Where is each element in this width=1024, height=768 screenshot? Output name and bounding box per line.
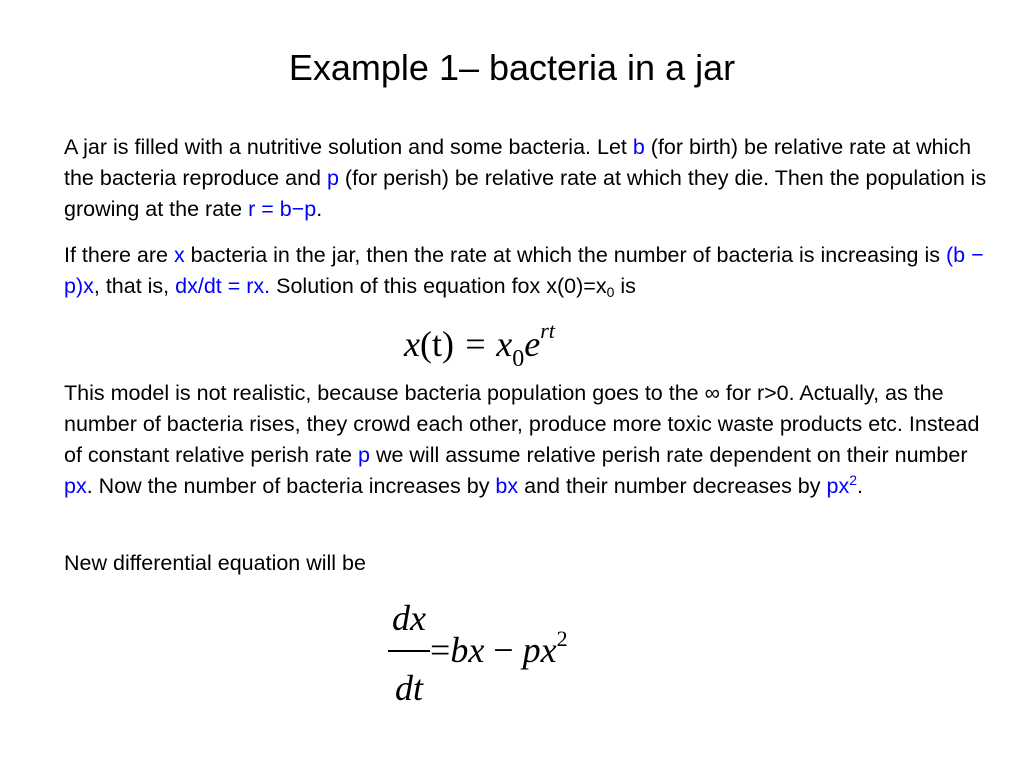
fraction-bar xyxy=(388,650,430,652)
highlight-p: p xyxy=(326,166,339,190)
highlight-bpx: (b − p)x xyxy=(64,243,984,298)
text: . Now the number of bacteria increases by xyxy=(86,474,496,498)
eq-arg: (t) xyxy=(419,324,454,364)
fraction-numerator: dx xyxy=(392,598,426,638)
text: (for perish) be relative rate at which they die. Then the population is growing at the rate xyxy=(64,166,987,221)
text: px xyxy=(826,474,850,498)
minus-sign: − xyxy=(484,630,523,670)
equals-sign: = xyxy=(430,630,451,670)
eq-exponent: rt xyxy=(540,318,555,343)
text: A jar is filled with a nutritive solution and some bacteria. Let xyxy=(64,135,633,159)
highlight-px: px xyxy=(64,474,87,498)
text: This model is not realistic, because bacteria population goes to the ∞ for r>0. Actually, as the number of bacteria rises, they crowd each other, produce more toxic waste products etc. Instead of constant relative perish rate xyxy=(64,381,980,467)
text: and their number decreases by xyxy=(518,474,827,498)
eq-base: e xyxy=(524,324,541,364)
text: Solution of this equation fox x(0)=x xyxy=(270,274,607,298)
text: (for birth) be relative rate at which the bacteria reproduce and xyxy=(64,135,972,190)
subscript: 0 xyxy=(606,284,615,300)
slide-title: Example 1– bacteria in a jar xyxy=(288,47,736,88)
eq-rhs: = x xyxy=(453,324,513,364)
highlight-bx: bx xyxy=(495,474,519,498)
highlight-px2 xyxy=(826,474,857,498)
highlight-dxdt: dx/dt = rx. xyxy=(175,274,271,298)
highlight-rate: r = b−p xyxy=(248,197,317,221)
text: is xyxy=(614,274,636,298)
eq-lhs: x xyxy=(404,324,420,364)
text: . xyxy=(316,197,323,221)
text: , that is, xyxy=(93,274,176,298)
paragraph-growth xyxy=(64,240,994,302)
equation-exponential xyxy=(404,318,555,372)
paragraph-intro xyxy=(64,132,994,225)
eq-subscript: 0 xyxy=(512,346,525,372)
exponent: 2 xyxy=(556,626,568,651)
equation-logistic xyxy=(386,596,626,716)
text: . xyxy=(857,474,863,498)
text: we will assume relative perish rate dependent on their number xyxy=(369,443,968,467)
fraction-denominator: dt xyxy=(394,668,423,708)
superscript: 2 xyxy=(849,472,857,488)
term-px: px xyxy=(522,630,557,670)
equation-rhs xyxy=(430,628,568,672)
highlight-b: b xyxy=(632,135,645,159)
paragraph-model xyxy=(64,378,994,502)
paragraph-new-equation: New differential equation will be xyxy=(64,551,366,575)
term-bx: bx xyxy=(450,630,485,670)
highlight-p: p xyxy=(358,443,370,467)
highlight-x: x xyxy=(173,243,185,267)
text: bacteria in the jar, then the rate at which the number of bacteria is increasing is xyxy=(184,243,946,267)
text: If there are xyxy=(64,243,174,267)
